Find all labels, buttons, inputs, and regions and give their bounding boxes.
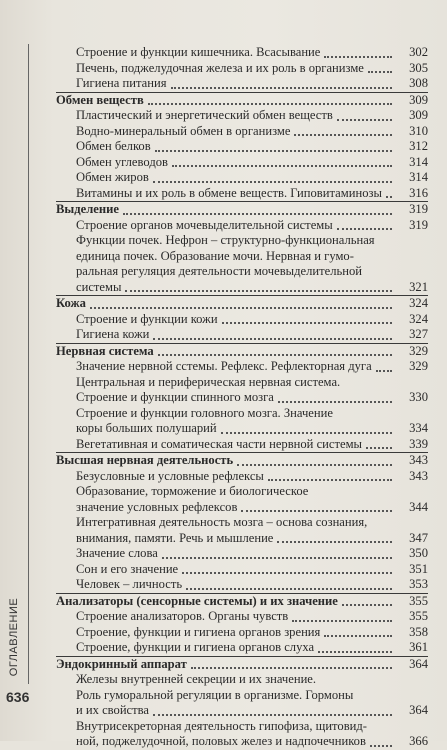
toc-page-number: 308 xyxy=(409,76,428,90)
dot-leader xyxy=(182,572,392,574)
toc-chapter xyxy=(56,295,428,312)
toc-chapter xyxy=(56,201,428,218)
toc-page-number: 316 xyxy=(409,185,428,200)
toc-entry xyxy=(56,375,428,406)
dot-leader xyxy=(153,714,392,716)
toc-chapter xyxy=(56,452,428,469)
toc-chapter xyxy=(56,92,428,109)
toc-entry xyxy=(56,76,428,92)
toc-entry xyxy=(56,186,428,202)
toc-entry xyxy=(56,609,428,625)
toc-entry-title-line: Безусловные и условные рефлексы xyxy=(76,468,264,483)
dot-leader xyxy=(292,620,392,622)
toc-page-number: 305 xyxy=(409,60,428,75)
toc-entry-title-line: Витамины и их роль в обмене веществ. Гиповитаминозы xyxy=(76,185,382,200)
dot-leader xyxy=(171,87,392,89)
toc-entry-title-line: Печень, поджелудочная железа и их роль в организме xyxy=(76,60,364,75)
toc-entry-title-line: Внутрисекреторная деятельность гипофиза, щитовид- xyxy=(76,718,367,733)
dot-leader xyxy=(221,432,392,434)
table-of-contents xyxy=(56,45,428,750)
toc-page-number: 353 xyxy=(409,577,428,591)
dot-leader xyxy=(241,510,392,512)
dot-leader xyxy=(162,557,392,559)
toc-page-number: 312 xyxy=(409,139,428,153)
toc-entry-title-line: Строение и функции головного мозга. Значение xyxy=(76,405,333,420)
toc-page-number: 364 xyxy=(409,656,428,671)
dot-leader xyxy=(337,228,392,230)
toc-entry xyxy=(56,124,428,140)
toc-entry-title-line: Роль гуморальной регуляции в организме. Гормоны xyxy=(76,687,354,702)
toc-entry-title-line: Строение и функции кожи xyxy=(76,311,218,326)
dot-leader xyxy=(376,370,392,372)
toc-page-number: 310 xyxy=(409,123,428,138)
toc-chapter xyxy=(56,593,428,610)
dot-leader xyxy=(277,541,392,543)
toc-entry-title-line: Значение слова xyxy=(76,546,158,560)
toc-page-number: 355 xyxy=(409,609,428,623)
dot-leader xyxy=(155,150,392,152)
toc-page-number: 329 xyxy=(409,359,428,373)
toc-entry-title-line: Водно-минеральный обмен в организме xyxy=(76,123,291,138)
toc-entry-title-line: Вегетативная и соматическая части нервной системы xyxy=(76,436,363,451)
dot-leader xyxy=(90,307,392,309)
dot-leader xyxy=(278,401,392,403)
toc-entry xyxy=(56,515,428,546)
dot-leader xyxy=(366,447,392,449)
toc-page-number: 327 xyxy=(409,327,428,341)
toc-entry-title-line: Человек – личность xyxy=(76,577,183,591)
toc-entry-title-line: Строение, функции и гигиена органов слуха xyxy=(76,640,315,654)
toc-entry xyxy=(56,577,428,593)
section-label xyxy=(6,592,22,682)
toc-entry-title-line: Кожа xyxy=(56,296,86,310)
dot-leader xyxy=(153,181,392,183)
toc-entry-title-line: ральная регуляция деятельности мочевыделительной xyxy=(76,264,363,278)
toc-page-number: 324 xyxy=(409,311,428,326)
toc-entry xyxy=(56,312,428,328)
toc-entry xyxy=(56,484,428,515)
dot-leader xyxy=(324,56,392,58)
toc-entry-title-line: Центральная и периферическая нервная система. xyxy=(76,374,341,389)
toc-entry xyxy=(56,218,428,234)
toc-entry-title-line: Значение нервной сстемы. Рефлекс. Рефлекторная дуга xyxy=(76,359,372,373)
toc-page-number: 339 xyxy=(409,436,428,451)
toc-page-number: 366 xyxy=(409,734,428,748)
toc-entry-title-line: значение условных рефлексов xyxy=(76,499,238,514)
toc-entry xyxy=(56,562,428,578)
toc-entry-title-line: Гигиена питания xyxy=(76,76,167,90)
toc-page-number: 309 xyxy=(409,92,428,107)
toc-entry xyxy=(56,359,428,375)
toc-entry-title-line: Сон и его значение xyxy=(76,561,179,576)
dot-leader xyxy=(337,119,392,121)
toc-page-number: 324 xyxy=(409,296,428,310)
toc-entry xyxy=(56,625,428,641)
toc-entry xyxy=(56,155,428,171)
toc-entry-title-line: Анализаторы (сенсорные системы) и их значение xyxy=(56,593,338,608)
toc-page-number: 364 xyxy=(409,703,428,717)
toc-entry-title-line: Обмен жиров xyxy=(76,170,149,184)
toc-page-number: 334 xyxy=(409,421,428,435)
toc-entry xyxy=(56,640,428,656)
toc-entry-title-line: Образование, торможение и биологическое xyxy=(76,484,309,498)
toc-page-number: 343 xyxy=(409,453,428,467)
toc-page-number: 329 xyxy=(409,343,428,358)
toc-entry-title-line: Функции почек. Нефрон – структурно-функциональная xyxy=(76,233,375,247)
toc-entry-title-line: и их свойства xyxy=(76,703,150,717)
toc-page-number: 350 xyxy=(409,546,428,560)
toc-page-number: 343 xyxy=(409,468,428,483)
toc-entry xyxy=(56,233,428,295)
toc-entry xyxy=(56,406,428,437)
toc-entry-title-line: Обмен веществ xyxy=(56,92,144,107)
toc-entry-title-line: ной, поджелудочной, половых желез и надпочечников xyxy=(76,734,366,748)
toc-entry xyxy=(56,672,428,719)
toc-entry-title-line: единица почек. Образование мочи. Нервная и гумо- xyxy=(76,248,354,263)
toc-entry-title-line: Пластический и энергетический обмен веществ xyxy=(76,108,333,122)
toc-entry xyxy=(56,61,428,77)
toc-page-number: 319 xyxy=(409,217,428,232)
toc-page-number: 358 xyxy=(409,624,428,639)
toc-entry-title-line: Гигиена кожи xyxy=(76,327,150,341)
dot-leader xyxy=(125,290,392,292)
toc-entry-title-line: внимания, памяти. Речь и мышление xyxy=(76,530,274,545)
toc-entry-title-line: Железы внутренней секреции и их значение. xyxy=(76,672,317,686)
toc-entry xyxy=(56,108,428,124)
toc-page-number: 347 xyxy=(409,530,428,545)
toc-page-number: 314 xyxy=(409,154,428,169)
dot-leader xyxy=(268,479,392,481)
toc-entry-title-line: Строение и функции спинного мозга xyxy=(76,390,274,404)
dot-leader xyxy=(237,464,392,466)
toc-entry-title-line: Обмен белков xyxy=(76,139,151,153)
page-number: 636 xyxy=(6,689,30,705)
toc-page-number: 344 xyxy=(409,499,428,514)
dot-leader xyxy=(186,588,392,590)
toc-page-number: 309 xyxy=(409,108,428,122)
toc-entry xyxy=(56,45,428,61)
toc-entry-title-line: Строение, функции и гигиена органов зрения xyxy=(76,624,321,639)
section-label-text: ОГЛАВЛЕНИЕ xyxy=(8,597,20,677)
dot-leader xyxy=(342,604,392,606)
toc-entry-title-line: Эндокринный аппарат xyxy=(56,656,187,671)
dot-leader xyxy=(191,667,392,669)
dot-leader xyxy=(386,196,392,198)
toc-entry-title-line: системы xyxy=(76,279,122,294)
toc-entry-title-line: Строение анализаторов. Органы чувств xyxy=(76,609,289,623)
toc-entry-title-line: Обмен углеводов xyxy=(76,154,168,169)
toc-chapter xyxy=(56,343,428,360)
toc-entry xyxy=(56,170,428,186)
dot-leader xyxy=(123,213,392,215)
toc-page-number: 361 xyxy=(409,640,428,654)
toc-page-number: 319 xyxy=(409,202,428,216)
toc-page-number: 330 xyxy=(409,390,428,404)
toc-entry-title-line: Интегративная деятельность мозга – основа сознания, xyxy=(76,515,368,529)
dot-leader xyxy=(222,322,392,324)
toc-entry xyxy=(56,327,428,343)
toc-page-number: 351 xyxy=(409,561,428,576)
toc-chapter xyxy=(56,656,428,673)
dot-leader xyxy=(318,651,392,653)
toc-entry xyxy=(56,469,428,485)
toc-entry xyxy=(56,719,428,750)
toc-entry-title-line: коры больших полушарий xyxy=(76,421,217,435)
dot-leader xyxy=(158,354,392,356)
dot-leader xyxy=(370,745,392,747)
dot-leader xyxy=(172,165,392,167)
toc-entry-title-line: Нервная система xyxy=(56,343,154,358)
toc-page-number: 355 xyxy=(409,593,428,608)
toc-entry xyxy=(56,139,428,155)
margin-rule xyxy=(28,44,29,684)
toc-entry-title-line: Выделение xyxy=(56,202,119,216)
dot-leader xyxy=(294,134,392,136)
toc-entry-title-line: Строение и функции кишечника. Всасывание xyxy=(76,45,321,59)
toc-page-number: 314 xyxy=(409,170,428,184)
toc-entry xyxy=(56,546,428,562)
dot-leader xyxy=(148,103,392,105)
dot-leader xyxy=(324,635,392,637)
toc-entry-title-line: Строение органов мочевыделительной системы xyxy=(76,217,333,232)
toc-entry xyxy=(56,437,428,453)
toc-entry-title-line: Высшая нервная деятельность xyxy=(56,453,234,467)
toc-page-number: 302 xyxy=(409,45,428,59)
toc-page-number: 321 xyxy=(409,279,428,294)
dot-leader xyxy=(368,71,392,73)
dot-leader xyxy=(153,338,392,340)
